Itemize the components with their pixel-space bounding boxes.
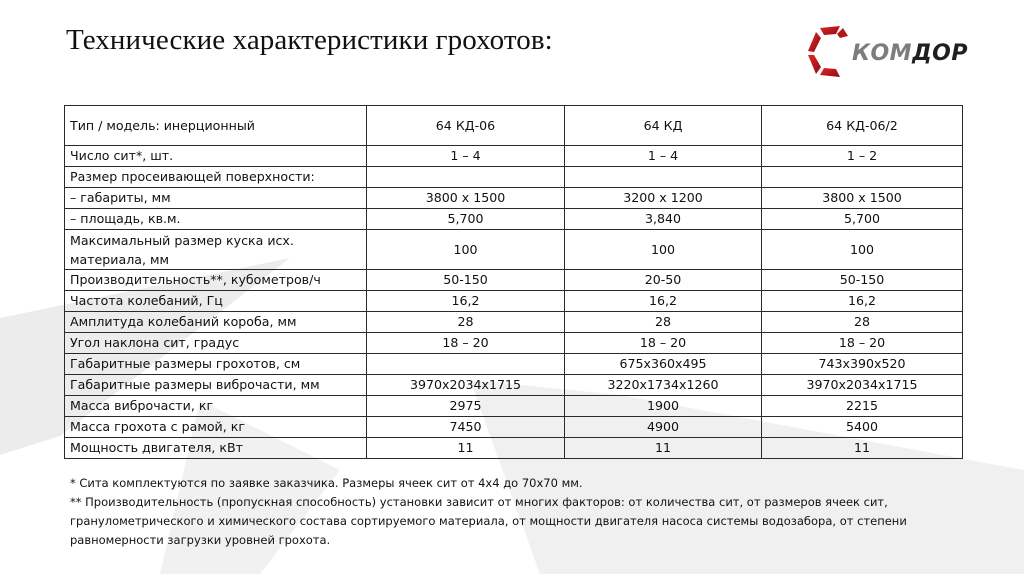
table-row [65, 396, 963, 417]
cell-value: 100 [762, 230, 963, 270]
row-label: Амплитуда колебаний короба, мм [65, 312, 367, 333]
row-label: Производительность**, кубометров/ч [65, 270, 367, 291]
row-label: Максимальный размер куска исх. материала, мм [65, 230, 367, 270]
table-row [65, 375, 963, 396]
cell-value: 28 [367, 312, 565, 333]
logo-text-dor: ДОР [912, 41, 968, 66]
footnote-capacity: ** Производительность (пропускная способность) установки зависит от многих факторов: от количества сит, от размеров ячеек сит, гранулометрического и химического состава сортируемого материала, от мощности двигателя насоса системы водозабора, от степени равномерности загрузки уровней грохота. [70, 495, 907, 547]
cell-value: 16,2 [565, 291, 762, 312]
cell-value: 18 – 20 [762, 333, 963, 354]
table-row [65, 354, 963, 375]
row-label: Размер просеивающей поверхности: [65, 167, 367, 188]
table-row [65, 291, 963, 312]
cell-value: 743x390x520 [762, 354, 963, 375]
cell-value: 100 [565, 230, 762, 270]
table-row [65, 417, 963, 438]
cell-value: 18 – 20 [565, 333, 762, 354]
row-label: Габаритные размеры грохотов, см [65, 354, 367, 375]
cell-value: 2215 [762, 396, 963, 417]
table-row [65, 270, 963, 291]
komdor-logo [806, 22, 976, 86]
cell-value: 28 [762, 312, 963, 333]
row-label: Частота колебаний, Гц [65, 291, 367, 312]
cell-value [367, 167, 565, 188]
table-row [65, 438, 963, 459]
cell-value: 5,700 [367, 209, 565, 230]
row-label: Мощность двигателя, кВт [65, 438, 367, 459]
cell-value: 1 – 4 [565, 146, 762, 167]
cell-value: 5400 [762, 417, 963, 438]
cell-value: 28 [565, 312, 762, 333]
table-row [65, 230, 963, 270]
cell-value: 5,700 [762, 209, 963, 230]
cell-value: 3970x2034x1715 [367, 375, 565, 396]
cell-value: 11 [565, 438, 762, 459]
cell-value: 50-150 [762, 270, 963, 291]
header-label: Тип / модель: инерционный [65, 106, 367, 146]
cell-value: 1 – 4 [367, 146, 565, 167]
cell-value: 3200 x 1200 [565, 188, 762, 209]
table-row [65, 146, 963, 167]
row-label: – площадь, кв.м. [65, 209, 367, 230]
row-label: Масса виброчасти, кг [65, 396, 367, 417]
cell-value: 11 [367, 438, 565, 459]
cell-value: 100 [367, 230, 565, 270]
cell-value: 50-150 [367, 270, 565, 291]
cell-value [367, 354, 565, 375]
table-header-row [65, 106, 963, 146]
cell-value: 18 – 20 [367, 333, 565, 354]
cell-value: 16,2 [762, 291, 963, 312]
cell-value: 16,2 [367, 291, 565, 312]
page-title: Технические характеристики грохотов: [66, 24, 553, 56]
cell-value: 20-50 [565, 270, 762, 291]
row-label: Угол наклона сит, градус [65, 333, 367, 354]
specifications-table [64, 105, 963, 459]
cell-value: 675x360x495 [565, 354, 762, 375]
model-header: 64 КД-06 [367, 106, 565, 146]
table-row [65, 312, 963, 333]
cell-value: 1900 [565, 396, 762, 417]
cell-value: 3800 x 1500 [367, 188, 565, 209]
cell-value: 1 – 2 [762, 146, 963, 167]
table-row [65, 167, 963, 188]
table-row [65, 209, 963, 230]
cell-value: 2975 [367, 396, 565, 417]
cell-value: 3970x2034x1715 [762, 375, 963, 396]
cell-value: 3,840 [565, 209, 762, 230]
cell-value: 4900 [565, 417, 762, 438]
table-row [65, 188, 963, 209]
row-label: – габариты, мм [65, 188, 367, 209]
footnotes [70, 474, 950, 550]
table-row [65, 333, 963, 354]
row-label: Габаритные размеры виброчасти, мм [65, 375, 367, 396]
cell-value: 3220x1734x1260 [565, 375, 762, 396]
model-header: 64 КД-06/2 [762, 106, 963, 146]
logo-text-kom: КОМ [852, 41, 913, 66]
cell-value [762, 167, 963, 188]
cell-value [565, 167, 762, 188]
cell-value: 11 [762, 438, 963, 459]
hexagon-logo-icon [806, 22, 850, 80]
footnote-sieves: * Сита комплектуются по заявке заказчика. Размеры ячеек сит от 4x4 до 70x70 мм. [70, 476, 583, 490]
cell-value: 7450 [367, 417, 565, 438]
model-header: 64 КД [565, 106, 762, 146]
row-label: Масса грохота с рамой, кг [65, 417, 367, 438]
row-label: Число сит*, шт. [65, 146, 367, 167]
cell-value: 3800 x 1500 [762, 188, 963, 209]
